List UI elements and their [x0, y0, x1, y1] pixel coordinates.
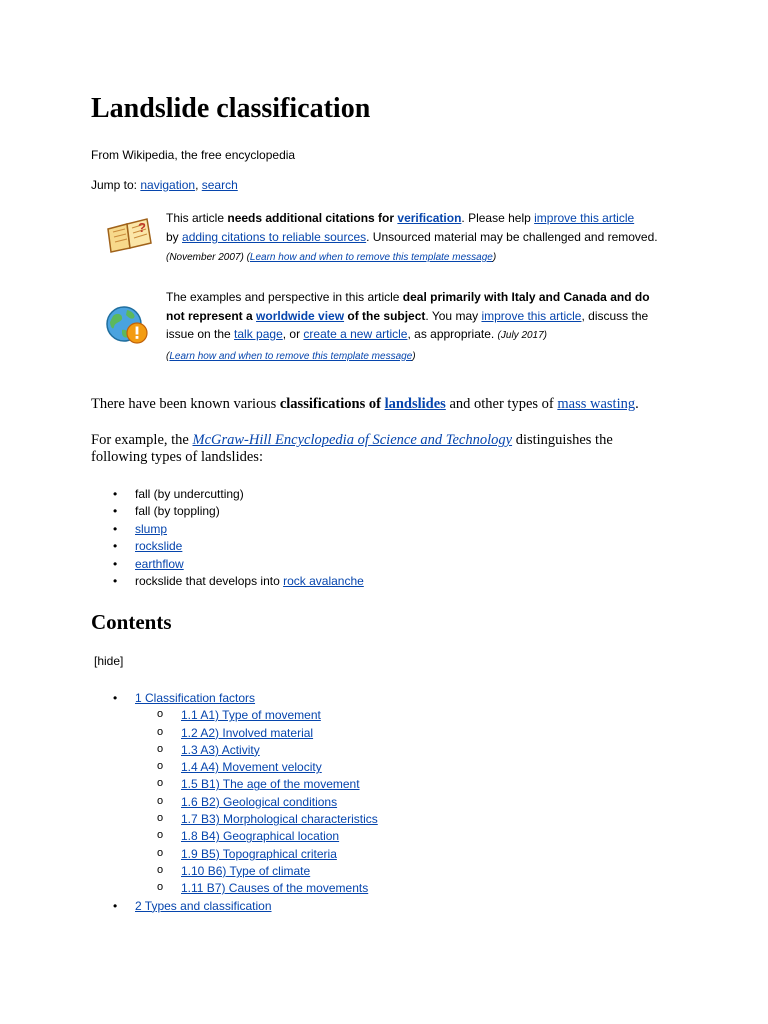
- earthflow-link[interactable]: earthflow: [135, 556, 184, 571]
- toc-link[interactable]: 1.7 B3) Morphological characteristics: [181, 812, 378, 827]
- list-item: [91, 556, 364, 573]
- toc-link[interactable]: 1.6 B2) Geological conditions: [181, 794, 338, 809]
- citation-notice: [166, 209, 666, 267]
- toc-item: [91, 776, 378, 793]
- toc-item: [91, 863, 378, 880]
- notice1-text-3: by: [166, 230, 183, 244]
- notice1-date: (November 2007): [166, 252, 244, 263]
- jump-search-link[interactable]: search: [201, 178, 238, 192]
- jump-to-label: Jump to:: [91, 178, 141, 192]
- notice1-text-2: . Please help: [461, 211, 535, 225]
- list-item-text: fall (by toppling): [135, 504, 220, 519]
- notice1-text: This article: [166, 211, 228, 225]
- toc-item: [91, 794, 378, 811]
- notice2-text-3: , discuss the issue on the: [166, 308, 649, 341]
- toc-link[interactable]: 1.11 B7) Causes of the movements: [181, 881, 369, 896]
- list-item: [91, 538, 364, 555]
- rock-avalanche-link[interactable]: rock avalanche: [283, 573, 364, 588]
- create-article-link[interactable]: create a new article: [303, 327, 408, 341]
- notice2-date: (July 2017): [497, 330, 548, 341]
- notice2-bold-2: of the subject: [344, 308, 426, 323]
- list-item-text: fall (by undercutting): [135, 487, 244, 501]
- adding-citations-link[interactable]: adding citations to reliable sources: [182, 230, 367, 244]
- para1-text: There have been known various: [91, 396, 280, 412]
- learn-remove-link-2[interactable]: Learn how and when to remove this template message: [169, 350, 413, 362]
- notice1-paren-close: ): [492, 252, 497, 263]
- toc-link[interactable]: 1.3 A3) Activity: [181, 742, 260, 757]
- landslides-link[interactable]: landslides: [384, 396, 446, 412]
- toc-link[interactable]: 1.4 A4) Movement velocity: [181, 760, 322, 775]
- toc-item: [91, 690, 378, 707]
- toc-item: [91, 828, 378, 845]
- worldview-notice: [166, 288, 666, 366]
- toc-link[interactable]: 2 Types and classification: [135, 898, 272, 913]
- notice2-paren-close: ): [412, 350, 416, 362]
- toc-link[interactable]: 1.10 B6) Type of climate: [181, 863, 311, 878]
- toc-link[interactable]: 1.2 A2) Involved material: [181, 725, 314, 740]
- hide-toggle[interactable]: [hide]: [94, 654, 124, 668]
- svg-text:?: ?: [138, 220, 146, 235]
- jump-to: [91, 178, 238, 192]
- list-item: [91, 486, 364, 503]
- list-item: [91, 521, 364, 538]
- toc-link[interactable]: 1.5 B1) The age of the movement: [181, 777, 360, 792]
- toc-item: [91, 742, 378, 759]
- learn-remove-link-1[interactable]: Learn how and when to remove this template message: [249, 252, 493, 263]
- notice2-text-4: , or: [282, 327, 304, 341]
- mcgraw-hill-link[interactable]: McGraw-Hill Encyclopedia of Science and Technology: [192, 432, 513, 448]
- contents-heading: Contents: [91, 610, 172, 634]
- toc-item: [91, 707, 378, 724]
- toc-item: [91, 759, 378, 776]
- notice2-bold: deal primarily with Italy and Canada and do not represent a: [166, 290, 650, 323]
- worldwide-view-link[interactable]: worldwide view: [256, 308, 345, 323]
- example-paragraph: [91, 432, 651, 466]
- slump-link[interactable]: slump: [135, 521, 168, 536]
- table-of-contents: [91, 690, 378, 915]
- para1-bold: classifications of: [279, 396, 385, 412]
- page-title: Landslide classification: [91, 93, 371, 124]
- toc-link[interactable]: 1.9 B5) Topographical criteria: [181, 846, 337, 861]
- list-item: [91, 573, 364, 590]
- globe-warning-icon: [105, 302, 149, 346]
- landslide-types-list: [91, 486, 364, 590]
- notice2-text-5: , as appropriate.: [407, 327, 498, 341]
- rockslide-link[interactable]: rockslide: [135, 539, 183, 554]
- para2-text-2: distinguishes the following types of landslides:: [91, 432, 613, 465]
- tagline: From Wikipedia, the free encyclopedia: [91, 148, 296, 162]
- notice1-text-4: . Unsourced material may be challenged and removed.: [366, 230, 658, 244]
- improve-article-link-2[interactable]: improve this article: [481, 308, 582, 323]
- notice2-paren-open: (: [166, 350, 170, 362]
- toc-link[interactable]: 1.8 B4) Geographical location: [181, 829, 340, 844]
- notice1-paren-open: (: [243, 252, 250, 263]
- toc-link[interactable]: 1 Classification factors: [135, 691, 256, 705]
- para1-text-3: .: [635, 396, 639, 412]
- list-item-text: rockslide that develops into: [135, 573, 284, 588]
- jump-separator: ,: [195, 178, 202, 192]
- list-item: [91, 503, 364, 520]
- para1-text-2: and other types of: [445, 396, 558, 412]
- toc-link[interactable]: 1.1 A1) Type of movement: [181, 708, 321, 723]
- talk-page-link[interactable]: talk page: [234, 327, 283, 341]
- jump-navigation-link[interactable]: navigation: [140, 178, 196, 192]
- toc-item: [91, 811, 378, 828]
- intro-paragraph: [91, 396, 639, 413]
- notice2-text: The examples and perspective in this article: [166, 290, 403, 304]
- mass-wasting-link[interactable]: mass wasting: [557, 396, 636, 412]
- open-book-question-icon: [105, 215, 155, 255]
- verification-link[interactable]: verification: [397, 211, 462, 225]
- toc-item: [91, 846, 378, 863]
- notice1-bold: needs additional citations for: [227, 211, 398, 225]
- toc-item: [91, 880, 378, 897]
- notice2-text-2: . You may: [425, 308, 482, 323]
- improve-article-link[interactable]: improve this article: [534, 211, 635, 225]
- toc-item: [91, 898, 378, 915]
- para2-text: For example, the: [91, 432, 193, 448]
- toc-item: [91, 725, 378, 742]
